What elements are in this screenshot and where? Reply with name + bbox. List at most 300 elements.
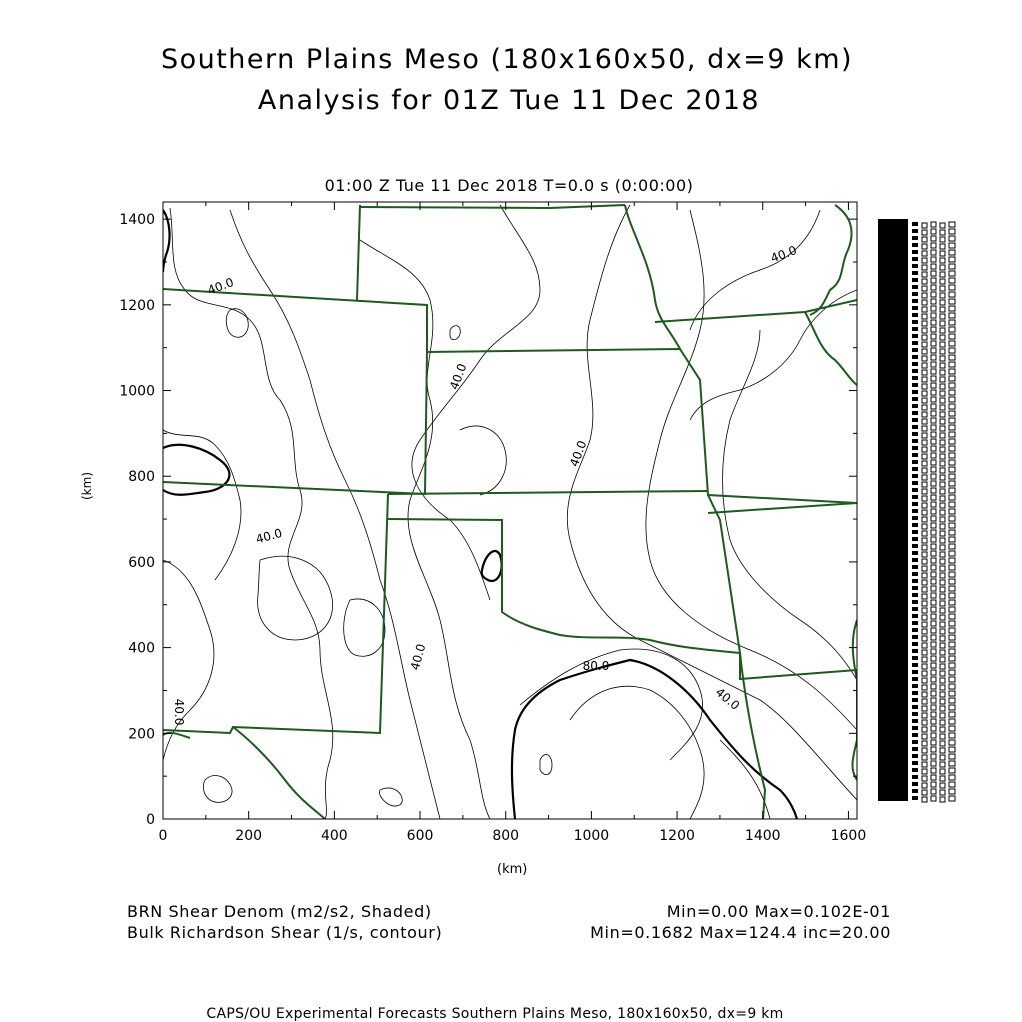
colorbar-tick [922,447,927,452]
colorbar-tick [949,677,955,682]
colorbar-tick [940,426,945,431]
colorbar-tick [931,390,936,395]
colorbar-tick [931,726,936,731]
colorbar-tick [949,341,955,346]
colorbar-tick [949,607,955,612]
colorbar-tick [922,741,927,746]
colorbar-tick [949,747,955,752]
colorbar-tick [912,663,918,667]
colorbar-tick [912,460,918,464]
colorbar-tick [922,622,927,627]
colorbar-tick [922,538,927,543]
colorbar-tick [940,762,945,767]
colorbar-tick [949,222,955,227]
colorbar-tick [940,391,945,396]
colorbar-tick [912,369,918,373]
colorbar-tick [931,719,936,724]
colorbar-tick [912,579,918,583]
colorbar-tick [940,265,945,270]
contour-field-range: Min=0.1682 Max=124.4 inc=20.00 [590,923,891,942]
colorbar-tick [949,537,955,542]
colorbar-tick [931,565,936,570]
colorbar-tick [949,544,955,549]
colorbar-tick [940,321,945,326]
colorbar-tick [922,776,927,781]
colorbar-tick [922,566,927,571]
colorbar-tick [940,314,945,319]
colorbar-tick [912,362,918,366]
colorbar-tick [949,474,955,479]
colorbar-tick [949,292,955,297]
colorbar-tick [931,229,936,234]
colorbar-tick [912,453,918,457]
colorbar-tick [940,349,945,354]
shaded-field-range: Min=0.00 Max=0.102E-01 [666,902,891,921]
colorbar-tick [931,334,936,339]
colorbar-tick [922,559,927,564]
colorbar-tick [949,271,955,276]
colorbar-tick [912,698,918,702]
colorbar-tick [912,432,918,436]
colorbar-tick [940,279,945,284]
y-tick-label: 0 [146,812,155,828]
colorbar-tick [949,656,955,661]
colorbar-tick [931,432,936,437]
colorbar-tick [922,545,927,550]
colorbar-tick [931,740,936,745]
colorbar-tick [949,425,955,430]
colorbar-tick [931,299,936,304]
colorbar-tick [940,482,945,487]
x-tick-label: 0 [158,828,168,844]
colorbar-tick [912,425,918,429]
colorbar-tick [912,558,918,562]
colorbar-tick [940,657,945,662]
colorbar-tick [912,642,918,646]
colorbar-tick [922,748,927,753]
colorbar-tick [949,551,955,556]
colorbar-tick [912,355,918,359]
colorbar-tick [931,558,936,563]
colorbar-tick [931,488,936,493]
colorbar-tick [949,264,955,269]
colorbar-tick [940,503,945,508]
colorbar-tick [931,747,936,752]
colorbar-tick [922,503,927,508]
colorbar-tick [931,607,936,612]
colorbar-tick [940,454,945,459]
colorbar-tick [931,327,936,332]
colorbar-tick [931,733,936,738]
colorbar-tick [949,509,955,514]
colorbar-tick [949,502,955,507]
colorbar-tick [931,586,936,591]
colorbar-tick [940,433,945,438]
colorbar-tick [922,342,927,347]
colorbar-tick [931,439,936,444]
colorbar-tick [912,523,918,527]
contour-label: 40.0 [172,698,186,726]
colorbar-tick [931,418,936,423]
colorbar-tick [922,594,927,599]
colorbar-tick [922,272,927,277]
colorbar-tick [922,307,927,312]
colorbar-tick [949,621,955,626]
colorbar-tick [912,614,918,618]
colorbar-tick [912,320,918,324]
colorbar-tick [931,341,936,346]
colorbar-tick [940,545,945,550]
colorbar-tick [912,726,918,730]
x-axis-unit: (km) [497,862,528,877]
colorbar-tick [912,530,918,534]
colorbar-tick [912,488,918,492]
colorbar-tick [931,467,936,472]
colorbar-tick [940,678,945,683]
colorbar-tick [931,712,936,717]
colorbar-tick [931,404,936,409]
colorbar-tick [940,790,945,795]
colorbar-tick [922,573,927,578]
colorbar-tick [949,327,955,332]
colorbar-tick [940,734,945,739]
colorbar-tick [949,278,955,283]
y-tick-label: 400 [128,640,155,657]
colorbar-tick [922,608,927,613]
colorbar-tick [940,727,945,732]
colorbar-tick [949,488,955,493]
colorbar-tick [940,342,945,347]
colorbar-tick [922,615,927,620]
colorbar-tick [931,572,936,577]
colorbar-tick [931,376,936,381]
colorbar-tick [949,467,955,472]
colorbar-tick [912,628,918,632]
colorbar-tick [931,684,936,689]
colorbar-tick [912,404,918,408]
colorbar-tick [912,565,918,569]
colorbar-tick [949,523,955,528]
colorbar-tick [940,692,945,697]
colorbar-tick [940,741,945,746]
colorbar-tick [922,629,927,634]
colorbar-tick [940,783,945,788]
colorbar-tick [912,222,918,226]
colorbar-tick [931,397,936,402]
colorbar-tick [931,446,936,451]
colorbar-tick [940,594,945,599]
colorbar-tick [931,481,936,486]
colorbar-tick [949,481,955,486]
colorbar-tick [940,468,945,473]
colorbar-tick-marks [912,222,955,802]
colorbar-tick [940,622,945,627]
y-tick-label: 200 [128,726,155,743]
colorbar-tick [949,796,955,801]
colorbar-tick [949,411,955,416]
colorbar-tick [931,495,936,500]
contour-field-label: Bulk Richardson Shear (1/s, contour) [127,923,443,942]
colorbar-tick [922,783,927,788]
colorbar-tick [922,678,927,683]
colorbar-tick [912,411,918,415]
colorbar-tick [922,370,927,375]
colorbar-tick [949,712,955,717]
colorbar-tick [931,628,936,633]
colorbar-tick [940,237,945,242]
colorbar-tick [949,306,955,311]
colorbar-tick [949,614,955,619]
plot-time-label: 01:00 Z Tue 11 Dec 2018 T=0.0 s (0:00:00) [324,176,694,195]
x-tick-label: 800 [492,828,520,844]
colorbar-tick [922,391,927,396]
colorbar-tick [940,629,945,634]
colorbar-tick [912,586,918,590]
colorbar-tick [940,573,945,578]
colorbar-tick [949,362,955,367]
colorbar-tick [922,440,927,445]
colorbar-tick [949,516,955,521]
colorbar-tick [912,334,918,338]
colorbar-tick [922,580,927,585]
x-tick-label: 600 [406,828,434,844]
colorbar-tick [931,383,936,388]
colorbar-tick [940,356,945,361]
colorbar-tick [949,495,955,500]
colorbar-tick [940,615,945,620]
map-title-line2: Analysis for 01Z Tue 11 Dec 2018 [257,85,761,116]
colorbar-tick [949,663,955,668]
colorbar-tick [940,461,945,466]
x-tick-label: 200 [235,828,263,844]
colorbar-tick [940,272,945,277]
colorbar-tick [940,517,945,522]
colorbar-tick [940,377,945,382]
colorbar-tick [940,300,945,305]
colorbar-tick [949,733,955,738]
colorbar-tick [922,384,927,389]
colorbar-tick [931,222,936,227]
colorbar-tick [931,236,936,241]
colorbar-tick [922,496,927,501]
colorbar-tick [931,278,936,283]
y-tick-label: 800 [128,469,155,486]
colorbar-tick [949,460,955,465]
colorbar-tick [949,768,955,773]
colorbar-tick [949,628,955,633]
colorbar-tick [912,544,918,548]
y-tick-label: 1400 [119,212,155,229]
colorbar-tick [940,643,945,648]
colorbar-tick [931,243,936,248]
colorbar-tick [940,636,945,641]
colorbar-tick [931,264,936,269]
colorbar-tick [922,790,927,795]
colorbar-tick [931,425,936,430]
colorbar-tick [912,348,918,352]
colorbar-tick [912,446,918,450]
colorbar-tick [922,664,927,669]
colorbar-tick [949,418,955,423]
colorbar-tick [931,551,936,556]
y-axis-tick-labels [119,212,155,828]
colorbar-tick [931,292,936,297]
x-tick-label: 400 [320,828,348,844]
colorbar-tick [931,600,936,605]
colorbar-tick [940,510,945,515]
colorbar-tick [949,740,955,745]
colorbar-tick [931,474,936,479]
colorbar-tick [940,447,945,452]
colorbar-tick [922,643,927,648]
colorbar-tick [922,244,927,249]
colorbar-tick [931,761,936,766]
x-tick-label: 1600 [830,828,867,844]
colorbar-tick [922,524,927,529]
colorbar-tick [912,250,918,254]
colorbar-tick [912,390,918,394]
colorbar-tick [922,454,927,459]
contour-label: 40.0 [567,438,590,469]
colorbar-tick [949,719,955,724]
colorbar-tick [922,293,927,298]
colorbar-tick [949,320,955,325]
colorbar-tick [922,671,927,676]
colorbar-tick [922,377,927,382]
colorbar-tick [912,796,918,800]
colorbar-tick [940,384,945,389]
colorbar-tick [949,565,955,570]
colorbar-tick [949,705,955,710]
colorbar-tick [922,510,927,515]
colorbar-tick [912,264,918,268]
colorbar-tick [949,390,955,395]
colorbar-tick [949,439,955,444]
colorbar-tick [940,776,945,781]
colorbar-tick [949,558,955,563]
colorbar-tick [912,306,918,310]
colorbar-tick [922,321,927,326]
colorbar-tick [912,278,918,282]
colorbar-tick [931,677,936,682]
colorbar-tick [922,426,927,431]
colorbar-tick [912,271,918,275]
y-tick-label: 600 [128,554,155,571]
colorbar-tick [912,635,918,639]
colorbar-tick [931,789,936,794]
colorbar-tick [940,412,945,417]
colorbar-tick [912,656,918,660]
colorbar-tick [922,328,927,333]
colorbar-tick [922,279,927,284]
colorbar-tick [912,684,918,688]
colorbar-tick [912,292,918,296]
colorbar-tick [912,593,918,597]
colorbar-tick [912,516,918,520]
colorbar-tick [931,369,936,374]
x-tick-label: 1400 [744,828,781,844]
colorbar-tick [949,572,955,577]
colorbar-tick [922,531,927,536]
colorbar-tick [949,432,955,437]
colorbar-tick [931,460,936,465]
colorbar-tick [949,649,955,654]
colorbar-tick [922,251,927,256]
colorbar-tick [912,257,918,261]
colorbar-tick [931,530,936,535]
colorbar-tick [922,419,927,424]
colorbar-tick [940,699,945,704]
colorbar-tick [940,405,945,410]
colorbar-tick [949,250,955,255]
colorbar-tick [931,502,936,507]
colorbar-tick [912,789,918,793]
colorbar-tick [949,684,955,689]
colorbar-tick [912,691,918,695]
colorbar-tick [931,754,936,759]
colorbar-tick [949,299,955,304]
colorbar-tick [912,229,918,233]
colorbar-tick [922,727,927,732]
colorbar-tick [922,692,927,697]
colorbar-tick [940,440,945,445]
colorbar-tick [940,685,945,690]
colorbar-tick [912,495,918,499]
colorbar-tick [912,397,918,401]
colorbar-tick [931,523,936,528]
colorbar-tick [922,398,927,403]
colorbar-tick [931,313,936,318]
colorbar-tick [912,376,918,380]
colorbar-tick [912,677,918,681]
colorbar-tick [922,461,927,466]
y-tick-label: 1000 [119,383,155,400]
colorbar-tick [940,328,945,333]
colorbar-tick [931,537,936,542]
colorbar-tick [922,797,927,802]
colorbar-tick [949,775,955,780]
colorbar-tick [912,761,918,765]
colorbar-tick [940,524,945,529]
colorbar-tick [922,650,927,655]
colorbar-tick [922,265,927,270]
colorbar-tick [940,370,945,375]
colorbar-tick [922,356,927,361]
x-tick-label: 1000 [573,828,610,844]
colorbar-tick [949,446,955,451]
colorbar-tick [922,433,927,438]
colorbar-tick [940,293,945,298]
colorbar-tick [931,614,936,619]
colorbar-tick [931,768,936,773]
colorbar-tick [949,348,955,353]
colorbar-tick [940,251,945,256]
colorbar-tick [949,586,955,591]
colorbar-tick [949,383,955,388]
colorbar-tick [940,797,945,802]
colorbar-tick [940,608,945,613]
colorbar-tick [912,607,918,611]
colorbar-tick [949,593,955,598]
colorbar-tick [922,405,927,410]
colorbar-tick [940,769,945,774]
colorbar-tick [940,244,945,249]
colorbar-tick [931,663,936,668]
colorbar-tick [931,775,936,780]
colorbar-tick [940,559,945,564]
colorbar-tick [949,236,955,241]
colorbar-tick [940,601,945,606]
